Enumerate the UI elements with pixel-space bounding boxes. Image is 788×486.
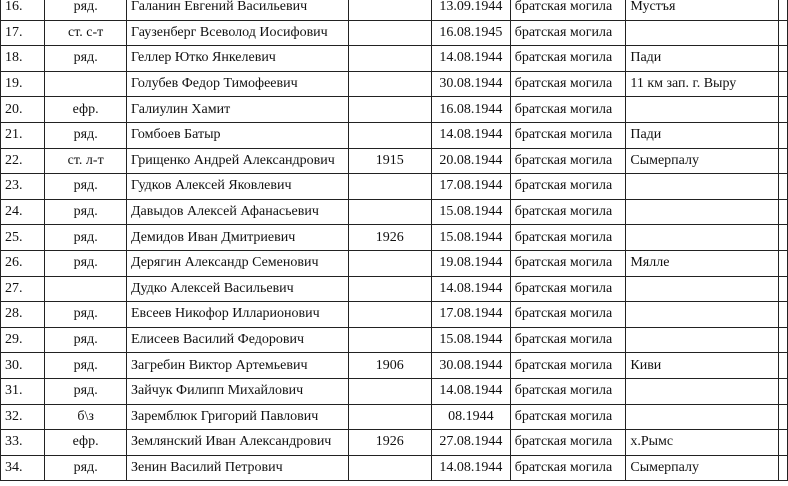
table-edge-cell xyxy=(778,148,787,174)
burial-type-cell: братская могила xyxy=(510,20,626,46)
table-row xyxy=(1,276,788,302)
birth-year-cell: 1926 xyxy=(348,225,431,251)
table-edge-cell xyxy=(778,225,787,251)
rank-cell: ряд. xyxy=(45,378,127,404)
table-row xyxy=(1,225,788,251)
place-cell: х.Рымс xyxy=(626,430,779,456)
name-cell: Зайчук Филипп Михайлович xyxy=(126,378,348,404)
row-number: 31. xyxy=(1,378,45,404)
place-cell: Сымерпалу xyxy=(626,148,779,174)
burial-type-cell: братская могила xyxy=(510,302,626,328)
place-cell: Пади xyxy=(626,122,779,148)
name-cell: Гудков Алексей Яковлевич xyxy=(126,174,348,200)
table-row xyxy=(1,455,788,481)
rank-cell: ряд. xyxy=(45,225,127,251)
name-cell: Землянский Иван Александрович xyxy=(126,430,348,456)
table-edge-cell xyxy=(778,97,787,123)
rank-cell: ряд. xyxy=(45,46,127,72)
place-cell xyxy=(626,276,779,302)
row-number: 16. xyxy=(1,0,45,20)
row-number: 30. xyxy=(1,353,45,379)
rank-cell: ряд. xyxy=(45,455,127,481)
place-cell: Мялле xyxy=(626,250,779,276)
place-cell xyxy=(626,302,779,328)
burial-type-cell: братская могила xyxy=(510,225,626,251)
burial-type-cell: братская могила xyxy=(510,455,626,481)
row-number: 23. xyxy=(1,174,45,200)
burial-type-cell: братская могила xyxy=(510,174,626,200)
table-row xyxy=(1,174,788,200)
name-cell: Галиулин Хамит xyxy=(126,97,348,123)
row-number: 24. xyxy=(1,199,45,225)
rank-cell: ст. л-т xyxy=(45,148,127,174)
row-number: 34. xyxy=(1,455,45,481)
death-date-cell: 27.08.1944 xyxy=(431,430,510,456)
birth-year-cell xyxy=(348,302,431,328)
death-date-cell: 15.08.1944 xyxy=(431,327,510,353)
table-edge-cell xyxy=(778,276,787,302)
birth-year-cell xyxy=(348,174,431,200)
place-cell xyxy=(626,97,779,123)
table-edge-cell xyxy=(778,353,787,379)
rank-cell: ряд. xyxy=(45,199,127,225)
death-date-cell: 30.08.1944 xyxy=(431,71,510,97)
row-number: 18. xyxy=(1,46,45,72)
name-cell: Дерягин Александр Семенович xyxy=(126,250,348,276)
table-row xyxy=(1,71,788,97)
table-edge-cell xyxy=(778,199,787,225)
row-number: 20. xyxy=(1,97,45,123)
table-row xyxy=(1,199,788,225)
death-date-cell: 16.08.1945 xyxy=(431,20,510,46)
birth-year-cell xyxy=(348,327,431,353)
burial-type-cell: братская могила xyxy=(510,0,626,20)
death-date-cell: 08.1944 xyxy=(431,404,510,430)
death-date-cell: 16.08.1944 xyxy=(431,97,510,123)
table-edge-cell xyxy=(778,430,787,456)
birth-year-cell xyxy=(348,97,431,123)
rank-cell: ст. с-т xyxy=(45,20,127,46)
burial-type-cell: братская могила xyxy=(510,122,626,148)
place-cell xyxy=(626,327,779,353)
name-cell: Елисеев Василий Федорович xyxy=(126,327,348,353)
rank-cell xyxy=(45,71,127,97)
burial-type-cell: братская могила xyxy=(510,353,626,379)
birth-year-cell xyxy=(348,250,431,276)
place-cell: Киви xyxy=(626,353,779,379)
death-date-cell: 19.08.1944 xyxy=(431,250,510,276)
rank-cell: ряд. xyxy=(45,122,127,148)
table-row xyxy=(1,353,788,379)
name-cell: Грищенко Андрей Александрович xyxy=(126,148,348,174)
name-cell: Зенин Василий Петрович xyxy=(126,455,348,481)
birth-year-cell: 1926 xyxy=(348,430,431,456)
table-row xyxy=(1,378,788,404)
death-date-cell: 17.08.1944 xyxy=(431,174,510,200)
row-number: 29. xyxy=(1,327,45,353)
table-row xyxy=(1,302,788,328)
place-cell xyxy=(626,378,779,404)
row-number: 33. xyxy=(1,430,45,456)
row-number: 32. xyxy=(1,404,45,430)
place-cell: Мустъя xyxy=(626,0,779,20)
birth-year-cell xyxy=(348,20,431,46)
death-date-cell: 20.08.1944 xyxy=(431,148,510,174)
burial-type-cell: братская могила xyxy=(510,276,626,302)
table-row xyxy=(1,148,788,174)
table-edge-cell xyxy=(778,327,787,353)
burial-type-cell: братская могила xyxy=(510,404,626,430)
death-date-cell: 14.08.1944 xyxy=(431,378,510,404)
table-row xyxy=(1,0,788,20)
burial-type-cell: братская могила xyxy=(510,327,626,353)
table-row xyxy=(1,404,788,430)
death-date-cell: 13.09.1944 xyxy=(431,0,510,20)
burial-type-cell: братская могила xyxy=(510,250,626,276)
birth-year-cell xyxy=(348,455,431,481)
name-cell: Гаузенберг Всеволод Иосифович xyxy=(126,20,348,46)
rank-cell: ряд. xyxy=(45,250,127,276)
burial-type-cell: братская могила xyxy=(510,46,626,72)
burial-type-cell: братская могила xyxy=(510,71,626,97)
rank-cell: ряд. xyxy=(45,353,127,379)
burial-type-cell: братская могила xyxy=(510,148,626,174)
death-date-cell: 15.08.1944 xyxy=(431,199,510,225)
table-body xyxy=(1,0,788,481)
table-row xyxy=(1,20,788,46)
name-cell: Гомбоев Батыр xyxy=(126,122,348,148)
table-row xyxy=(1,327,788,353)
name-cell: Голубев Федор Тимофеевич xyxy=(126,71,348,97)
row-number: 19. xyxy=(1,71,45,97)
table-edge-cell xyxy=(778,20,787,46)
table-row xyxy=(1,430,788,456)
table-row xyxy=(1,250,788,276)
table-edge-cell xyxy=(778,378,787,404)
death-date-cell: 15.08.1944 xyxy=(431,225,510,251)
birth-year-cell: 1906 xyxy=(348,353,431,379)
birth-year-cell xyxy=(348,276,431,302)
place-cell: Пади xyxy=(626,46,779,72)
table-edge-cell xyxy=(778,404,787,430)
name-cell: Евсеев Никофор Илларионович xyxy=(126,302,348,328)
name-cell: Галанин Евгений Васильевич xyxy=(126,0,348,20)
birth-year-cell xyxy=(348,122,431,148)
table-row xyxy=(1,46,788,72)
burial-type-cell: братская могила xyxy=(510,199,626,225)
rank-cell: ефр. xyxy=(45,97,127,123)
rank-cell: ряд. xyxy=(45,174,127,200)
death-date-cell: 14.08.1944 xyxy=(431,276,510,302)
birth-year-cell xyxy=(348,46,431,72)
place-cell xyxy=(626,199,779,225)
death-date-cell: 14.08.1944 xyxy=(431,122,510,148)
birth-year-cell xyxy=(348,404,431,430)
burial-type-cell: братская могила xyxy=(510,430,626,456)
death-date-cell: 17.08.1944 xyxy=(431,302,510,328)
rank-cell: ряд. xyxy=(45,0,127,20)
place-cell: Сымерпалу xyxy=(626,455,779,481)
place-cell xyxy=(626,174,779,200)
table-edge-cell xyxy=(778,0,787,20)
rank-cell xyxy=(45,276,127,302)
death-date-cell: 14.08.1944 xyxy=(431,455,510,481)
birth-year-cell xyxy=(348,378,431,404)
birth-year-cell xyxy=(348,71,431,97)
place-cell xyxy=(626,404,779,430)
rank-cell: ряд. xyxy=(45,327,127,353)
table-edge-cell xyxy=(778,302,787,328)
row-number: 26. xyxy=(1,250,45,276)
table-row xyxy=(1,97,788,123)
name-cell: Заремблюк Григорий Павлович xyxy=(126,404,348,430)
birth-year-cell xyxy=(348,0,431,20)
place-cell xyxy=(626,20,779,46)
row-number: 22. xyxy=(1,148,45,174)
burial-type-cell: братская могила xyxy=(510,378,626,404)
death-date-cell: 14.08.1944 xyxy=(431,46,510,72)
table-edge-cell xyxy=(778,174,787,200)
row-number: 25. xyxy=(1,225,45,251)
place-cell: 11 км зап. г. Выру xyxy=(626,71,779,97)
name-cell: Давыдов Алексей Афанасьевич xyxy=(126,199,348,225)
place-cell xyxy=(626,225,779,251)
table-edge-cell xyxy=(778,250,787,276)
death-date-cell: 30.08.1944 xyxy=(431,353,510,379)
birth-year-cell xyxy=(348,199,431,225)
table-edge-cell xyxy=(778,122,787,148)
row-number: 28. xyxy=(1,302,45,328)
name-cell: Геллер Ютко Янкелевич xyxy=(126,46,348,72)
row-number: 21. xyxy=(1,122,45,148)
rank-cell: б\з xyxy=(45,404,127,430)
table-edge-cell xyxy=(778,71,787,97)
table-row xyxy=(1,122,788,148)
burial-type-cell: братская могила xyxy=(510,97,626,123)
table-edge-cell xyxy=(778,46,787,72)
row-number: 17. xyxy=(1,20,45,46)
birth-year-cell: 1915 xyxy=(348,148,431,174)
table-edge-cell xyxy=(778,455,787,481)
row-number: 27. xyxy=(1,276,45,302)
name-cell: Дудко Алексей Васильевич xyxy=(126,276,348,302)
name-cell: Демидов Иван Дмитриевич xyxy=(126,225,348,251)
rank-cell: ряд. xyxy=(45,302,127,328)
rank-cell: ефр. xyxy=(45,430,127,456)
name-cell: Загребин Виктор Артемьевич xyxy=(126,353,348,379)
